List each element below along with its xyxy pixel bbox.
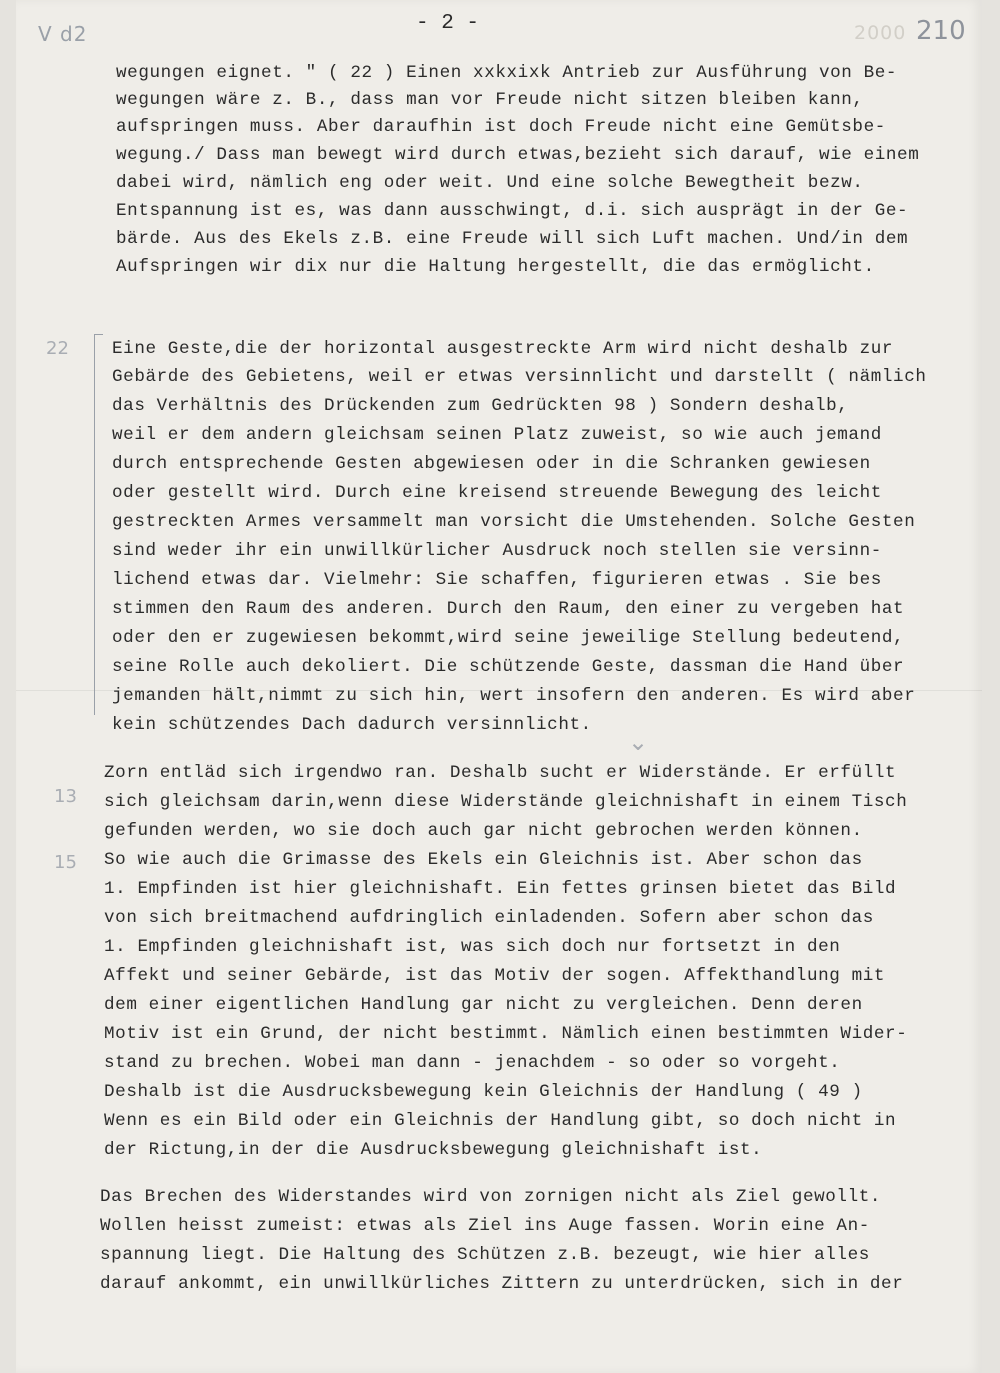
text-line: aufspringen muss. Aber daraufhin ist doch Freude nicht eine Gemütsbe- [116, 117, 886, 137]
text-line: Gebärde des Gebietens, weil er etwas versinnlicht und darstellt ( nämlich [112, 367, 927, 387]
text-line: Wollen heisst zumeist: etwas als Ziel ins Auge fassen. Worin eine An- [100, 1216, 870, 1236]
text-line: Motiv ist ein Grund, der nicht bestimmt. Nämlich einen bestimmten Wider- [104, 1024, 908, 1044]
archive-number-faded: 2000 [854, 22, 907, 44]
text-line: Aufspringen wir dix nur die Haltung hergestellt, die das ermöglicht. [116, 257, 875, 277]
page-number: - 2 - [416, 12, 480, 35]
text-line: 1. Empfinden ist hier gleichnishaft. Ein fettes grinsen bietet das Bild [104, 879, 897, 899]
margin-note: 15 [54, 852, 77, 873]
text-line: darauf ankommt, ein unwillkürliches Zittern zu unterdrücken, sich in der [100, 1274, 904, 1294]
text-line: Entspannung ist es, was dann ausschwingt, d.i. sich ausprägt in der Ge- [116, 201, 909, 221]
text-line: dem einer eigentlichen Handlung gar nicht zu vergleichen. Denn deren [104, 995, 863, 1015]
margin-note: 22 [46, 338, 69, 359]
text-line: oder gestellt wird. Durch eine kreisend streuende Bewegung des leicht [112, 483, 882, 503]
text-line: wegungen wäre z. B., dass man vor Freude nicht sitzen bleiben kann, [116, 90, 864, 110]
text-line: So wie auch die Grimasse des Ekels ein Gleichnis ist. Aber schon das [104, 850, 863, 870]
text-line: stimmen den Raum des anderen. Durch den Raum, den einer zu vergeben hat [112, 599, 905, 619]
text-line: Affekt und seiner Gebärde, ist das Motiv der sogen. Affekthandlung mit [104, 966, 886, 986]
text-line: durch entsprechende Gesten abgewiesen oder in die Schranken gewiesen [112, 454, 871, 474]
text-line: 1. Empfinden gleichnishaft ist, was sich doch nur fortsetzt in den [104, 937, 841, 957]
archive-number: 210 [916, 16, 966, 46]
text-line: bärde. Aus des Ekels z.B. eine Freude will sich Luft machen. Und/in dem [116, 229, 909, 249]
document-page [16, 0, 982, 1373]
text-line: wegung./ Dass man bewegt wird durch etwas,bezieht sich darauf, wie einem [116, 145, 920, 165]
text-line: stand zu brechen. Wobei man dann - jenachdem - so oder so vorgeht. [104, 1053, 841, 1073]
text-line: der Rictung,in der die Ausdrucksbewegung gleichnishaft ist. [104, 1140, 763, 1160]
margin-note: 13 [54, 786, 77, 807]
text-line: seine Rolle auch dekoliert. Die schützende Geste, dassman die Hand über [112, 657, 905, 677]
text-line: sich gleichsam darin,wenn diese Widerstände gleichnishaft in einem Tisch [104, 792, 908, 812]
text-line: wegungen eignet. " ( 22 ) Einen xxkxixk Antrieb zur Ausführung von Be- [116, 63, 898, 83]
text-line: Eine Geste,die der horizontal ausgestreckte Arm wird nicht deshalb zur [112, 339, 894, 359]
text-line: Deshalb ist die Ausdrucksbewegung kein Gleichnis der Handlung ( 49 ) [104, 1082, 863, 1102]
text-line: Das Brechen des Widerstandes wird von zornigen nicht als Ziel gewollt. [100, 1187, 882, 1207]
text-line: Wenn es ein Bild oder ein Gleichnis der Handlung gibt, so doch nicht in [104, 1111, 897, 1131]
corner-annotation: V d2 [38, 22, 88, 46]
text-line: von sich breitmachend aufdringlich einladenden. Sofern aber schon das [104, 908, 874, 928]
text-line: gestreckten Armes versammelt man vorsicht die Umstehenden. Solche Gesten [112, 512, 916, 532]
text-line: kein schützendes Dach dadurch versinnlicht. [112, 715, 592, 735]
text-line: das Verhältnis des Drückenden zum Gedrückten 98 ) Sondern deshalb, [112, 396, 849, 416]
text-line: spannung liegt. Die Haltung des Schützen z.B. bezeugt, wie hier alles [100, 1245, 870, 1265]
text-line: lichend etwas dar. Vielmehr: Sie schaffen, figurieren etwas . Sie bes [112, 570, 882, 590]
text-line: Zorn entläd sich irgendwo ran. Deshalb sucht er Widerstände. Er erfüllt [104, 763, 897, 783]
pencil-mark: ⌄ [628, 728, 649, 756]
text-line: dabei wird, nämlich eng oder weit. Und eine solche Bewegtheit bezw. [116, 173, 864, 193]
text-line: oder den er zugewiesen bekommt,wird seine jeweilige Stellung bedeutend, [112, 628, 905, 648]
text-line: jemanden hält,nimmt zu sich hin, wert insofern den anderen. Es wird aber [112, 686, 916, 706]
text-line: sind weder ihr ein unwillkürlicher Ausdruck noch stellen sie versinn- [112, 541, 882, 561]
text-line: gefunden werden, wo sie doch auch gar nicht gebrochen werden können. [104, 821, 863, 841]
margin-bracket [94, 334, 103, 715]
text-line: weil er dem andern gleichsam seinen Platz zuweist, so wie auch jemand [112, 425, 882, 445]
